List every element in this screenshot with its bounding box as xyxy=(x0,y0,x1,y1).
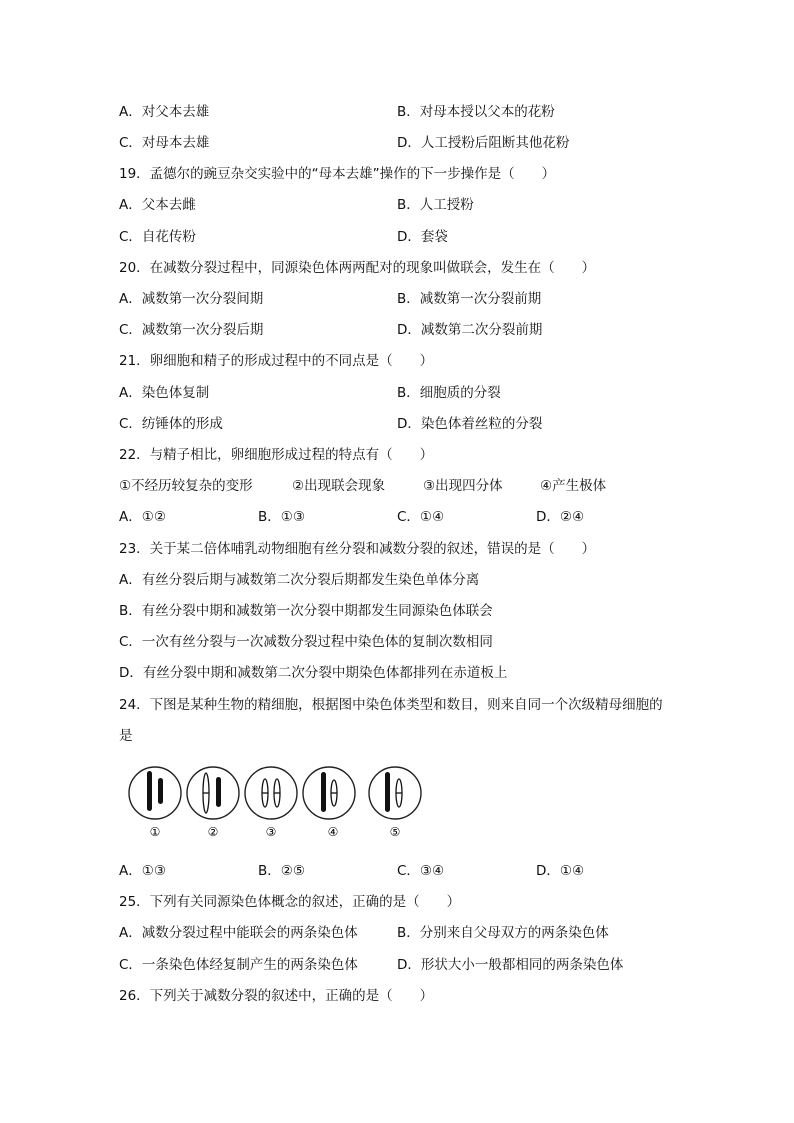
text-line: D．染色体着丝粒的分裂 xyxy=(397,416,543,432)
cell-5 xyxy=(369,767,421,819)
text-line: A．染色体复制 xyxy=(119,385,210,401)
text-line: ②出现联会现象 xyxy=(292,478,386,494)
text-line: D．形状大小一般都相同的两条染色体 xyxy=(397,957,624,973)
sperm-cells-figure xyxy=(126,762,426,842)
text-line: C．减数第一次分裂后期 xyxy=(119,322,264,338)
text-line: A．对父本去雄 xyxy=(119,104,210,120)
text-line: D．减数第二次分裂前期 xyxy=(397,322,543,338)
text-line: 25．下列有关同源染色体概念的叙述，正确的是（ ） xyxy=(119,894,461,910)
text-line: 20．在减数分裂过程中，同源染色体两两配对的现象叫做联会，发生在（ ） xyxy=(119,260,596,276)
text-line: A．①② xyxy=(119,509,166,525)
text-line: C．一条染色体经复制产生的两条染色体 xyxy=(119,957,358,973)
text-line: B．减数第一次分裂前期 xyxy=(397,291,542,307)
cell-2 xyxy=(187,767,239,819)
text-line: B．①③ xyxy=(258,509,305,525)
text-line: A．父本去雌 xyxy=(119,197,196,213)
text-line: D．套袋 xyxy=(397,229,448,245)
text-line: ③出现四分体 xyxy=(423,478,503,494)
text-line: B．②⑤ xyxy=(258,863,305,879)
text-line: ④产生极体 xyxy=(540,478,607,494)
text-line: B．分别来自父母双方的两条染色体 xyxy=(397,925,609,941)
text-line: 19．孟德尔的豌豆杂交实验中的“母本去雄”操作的下一步操作是（ ） xyxy=(119,166,556,182)
text-line: B．有丝分裂中期和减数第一次分裂中期都发生同源染色体联会 xyxy=(119,603,493,619)
cell-4 xyxy=(303,767,355,819)
text-line: D．①④ xyxy=(536,863,585,879)
text-line: C．自花传粉 xyxy=(119,229,196,245)
text-line: A．有丝分裂后期与减数第二次分裂后期都发生染色单体分离 xyxy=(119,572,480,588)
cell-label: ③ xyxy=(265,825,277,839)
cell-label: ⑤ xyxy=(389,825,401,839)
text-line: B．人工授粉 xyxy=(397,197,474,213)
text-line: 24．下图是某种生物的精细胞，根据图中染色体类型和数目，则来自同一个次级精母细胞的 xyxy=(119,697,663,713)
cell-1 xyxy=(129,767,181,819)
text-line: D．人工授粉后阻断其他花粉 xyxy=(397,135,570,151)
text-line: B．对母本授以父本的花粉 xyxy=(397,104,555,120)
text-line: ①不经历较复杂的变形 xyxy=(119,478,253,494)
cell-label: ① xyxy=(149,825,161,839)
text-line: A．减数分裂过程中能联会的两条染色体 xyxy=(119,925,358,941)
cell-label: ④ xyxy=(327,825,339,839)
text-line: 是 xyxy=(119,728,133,744)
text-line: 21．卵细胞和精子的形成过程中的不同点是（ ） xyxy=(119,353,434,369)
text-line: C．对母本去雄 xyxy=(119,135,210,151)
text-line: D．②④ xyxy=(536,509,585,525)
text-line: A．①③ xyxy=(119,863,166,879)
text-line: C．③④ xyxy=(397,863,445,879)
text-line: C．①④ xyxy=(397,509,445,525)
text-line: B．细胞质的分裂 xyxy=(397,385,501,401)
text-line: A．减数第一次分裂间期 xyxy=(119,291,264,307)
text-line: 26．下列关于减数分裂的叙述中，正确的是（ ） xyxy=(119,988,434,1004)
text-line: 22．与精子相比，卵细胞形成过程的特点有（ ） xyxy=(119,447,434,463)
text-line: C．一次有丝分裂与一次减数分裂过程中染色体的复制次数相同 xyxy=(119,634,493,650)
cell-label: ② xyxy=(207,825,219,839)
text-line: C．纺锤体的形成 xyxy=(119,416,223,432)
text-line: 23．关于某二倍体哺乳动物细胞有丝分裂和减数分裂的叙述，错误的是（ ） xyxy=(119,541,596,557)
cell-3 xyxy=(245,767,297,819)
text-line: D．有丝分裂中期和减数第二次分裂中期染色体都排列在赤道板上 xyxy=(119,665,508,681)
